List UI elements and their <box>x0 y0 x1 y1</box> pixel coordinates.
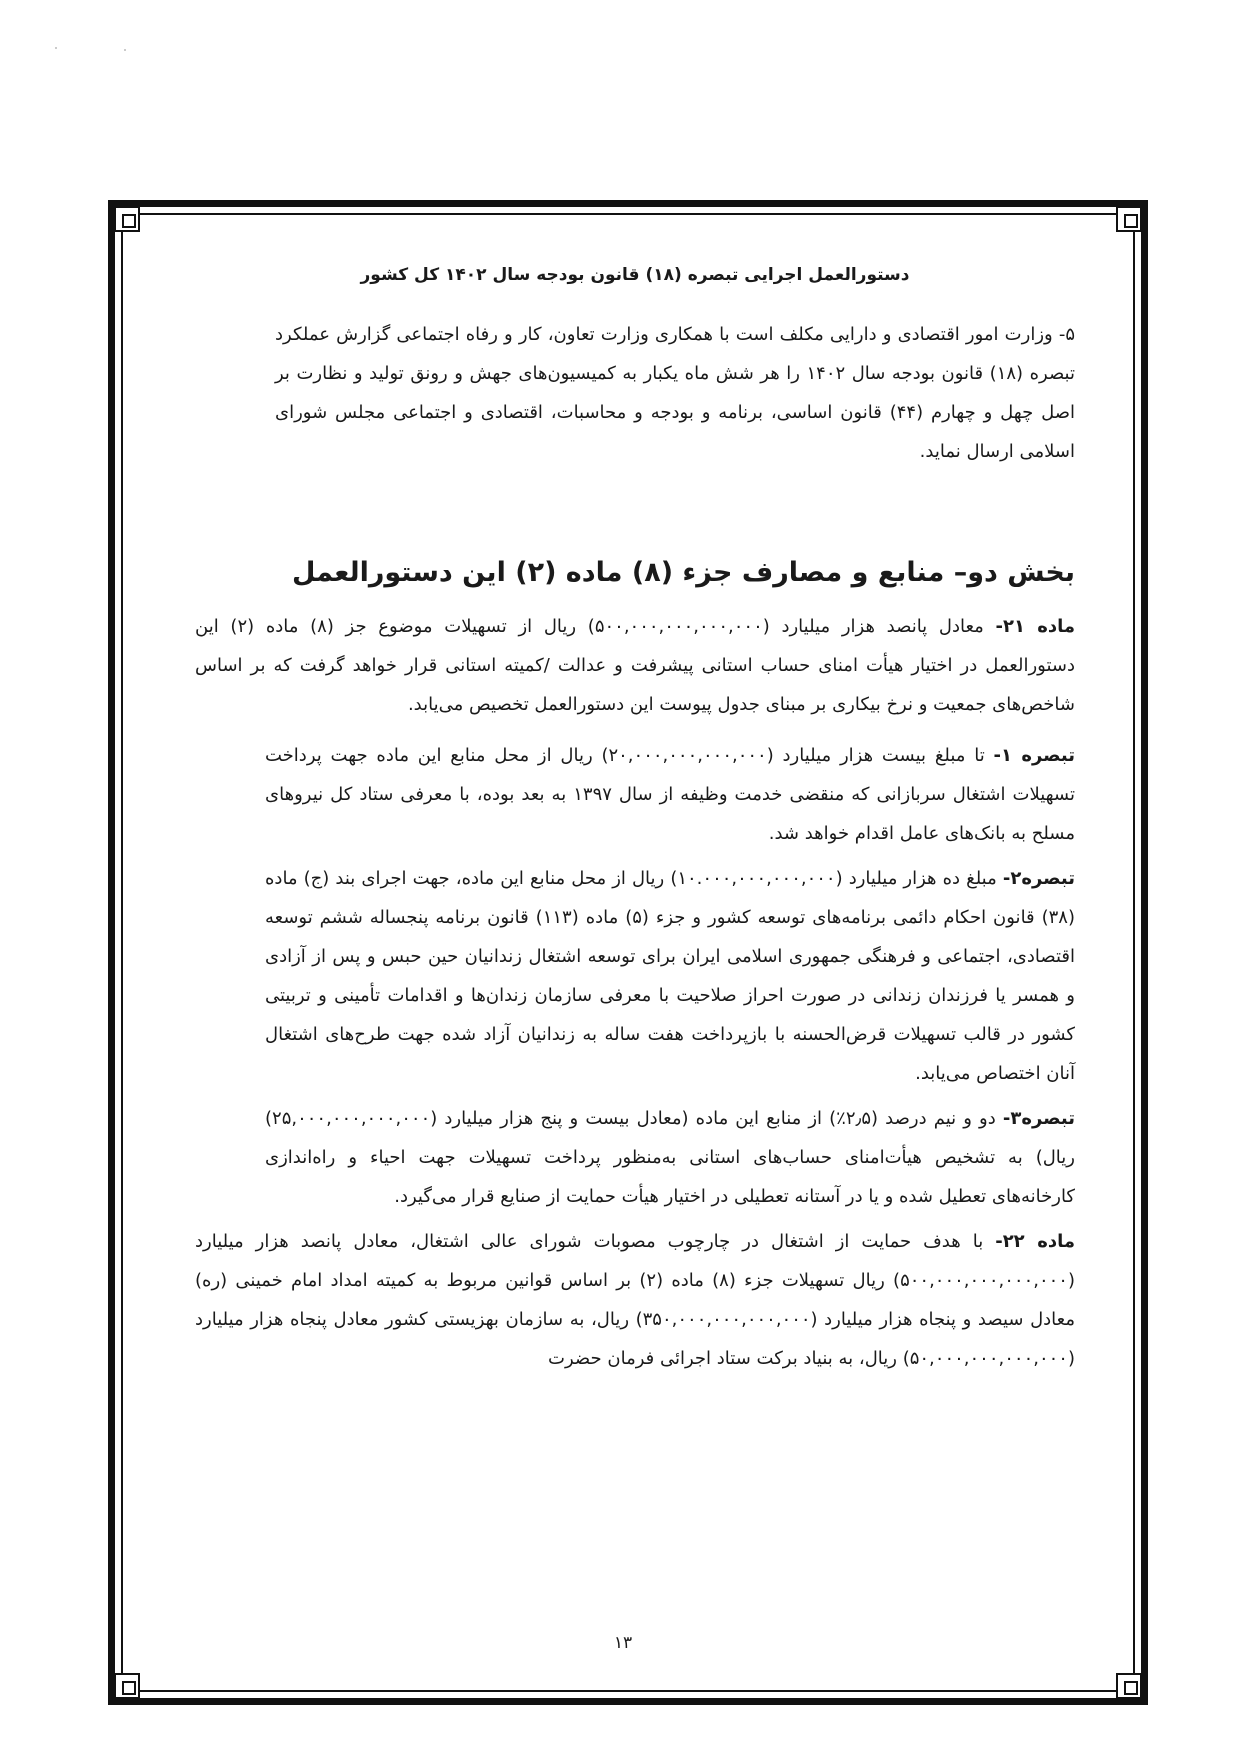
note-label: تبصره ۱- <box>993 745 1076 766</box>
border-corner-ornament <box>1116 1673 1142 1699</box>
article-label: ماده ۲۱- <box>995 616 1075 637</box>
section-title: بخش دو– منابع و مصارف جزء (۸) ماده (۲) این دستورالعمل <box>292 557 1075 588</box>
border-corner-ornament <box>114 206 140 232</box>
note-label: تبصره۳- <box>1002 1108 1075 1129</box>
article-label: ماده ۲۲- <box>995 1231 1075 1252</box>
note-2 <box>195 859 1075 1093</box>
note-text: دو و نیم درصد (۲٫۵٪) از منابع این ماده (معادل بیست و پنج هزار میلیارد (۲۵,۰۰۰,۰۰۰,۰۰۰,۰۰۰) ریال) به تشخیص هیأت‌امنای حساب‌های استانی به‌منظور پرداخت تسهیلات جهت احیاء و راه‌اندازی کارخانه‌های تعطیل شده و یا در آستانه تعطیلی در اختیار هیأت حمایت از صنایع قرار می‌گیرد. <box>265 1108 1075 1207</box>
article-22 <box>195 1222 1075 1378</box>
document-body <box>195 255 1075 1390</box>
note-label: تبصره۲- <box>1002 868 1075 889</box>
border-corner-ornament <box>114 1673 140 1699</box>
scan-speck <box>124 49 126 51</box>
note-text: تا مبلغ بیست هزار میلیارد (۲۰,۰۰۰,۰۰۰,۰۰۰,۰۰۰) ریال از محل منابع این ماده جهت پرداخت تسهیلات اشتغال سربازانی که منقضی خدمت وظیفه از سال ۱۳۹۷ به بعد بوده، با معرفی ستاد کل نیروهای مسلح به بانک‌های عامل اقدام خواهد شد. <box>265 745 1075 844</box>
list-item-5: ۵- وزارت امور اقتصادی و دارایی مکلف است با همکاری وزارت تعاون، کار و رفاه اجتماعی گزارش عملکرد تبصره (۱۸) قانون بودجه سال ۱۴۰۲ را هر شش ماه یکبار به کمیسیون‌های جهش و رونق تولید و نظارت بر اصل چهل و چهارم (۴۴) قانون اساسی، برنامه و بودجه و محاسبات، اقتصادی و اجتماعی مجلس شورای اسلامی ارسال نماید. <box>275 324 1075 462</box>
article-text: با هدف حمایت از اشتغال در چارچوب مصوبات شورای عالی اشتغال، معادل پانصد هزار میلیارد (۵۰۰,۰۰۰,۰۰۰,۰۰۰,۰۰۰) ریال تسهیلات جزء (۸) ماده (۲) بر اساس قوانین مربوط به کمیته امداد امام خمینی (ره) معادل سیصد و پنجاه هزار میلیارد (۳۵۰,۰۰۰,۰۰۰,۰۰۰,۰۰۰) ریال، به سازمان بهزیستی کشور معادل پنجاه هزار میلیارد (۵۰,۰۰۰,۰۰۰,۰۰۰,۰۰۰) ریال، به بنیاد برکت ستاد اجرائی فرمان حضرت <box>195 1231 1075 1369</box>
running-header: دستورالعمل اجرایی تبصره (۱۸) قانون بودجه سال ۱۴۰۲ کل کشور <box>360 265 910 285</box>
article-21 <box>195 607 1075 724</box>
border-corner-ornament <box>1116 206 1142 232</box>
note-3 <box>195 1099 1075 1216</box>
page-number: ۱۳ <box>613 1633 633 1653</box>
note-1 <box>195 736 1075 853</box>
article-text: معادل پانصد هزار میلیارد (۵۰۰,۰۰۰,۰۰۰,۰۰۰,۰۰۰) ریال از تسهیلات موضوع جز (۸) ماده (۲) این دستورالعمل در اختیار هیأت امنای حساب استانی پیشرفت و عدالت /کمیته استانی قرار خواهد گرفت که بر اساس شاخص‌های جمعیت و نرخ بیکاری بر مبنای جدول پیوست این دستورالعمل تخصیص می‌یابد. <box>195 616 1075 715</box>
note-text: مبلغ ده هزار میلیارد (۱۰.۰۰۰,۰۰۰,۰۰۰,۰۰۰) ریال از محل منابع این ماده، جهت اجرای بند (ج) ماده (۳۸) قانون احکام دائمی برنامه‌های توسعه کشور و جزء (۵) ماده (۱۱۳) قانون برنامه پنجساله ششم توسعه اقتصادی، اجتماعی و فرهنگی جمهوری اسلامی ایران برای توسعه اشتغال زندانیان حین حبس و پس از آزادی و همسر یا فرزندان زندانی در صورت احراز صلاحیت با معرفی سازمان زندان‌ها و اقدامات تأمینی و تربیتی کشور در قالب تسهیلات قرض‌الحسنه با بازپرداخت هفت ساله به زندانیان آزاد شده جهت طرح‌های اشتغال آنان اختصاص می‌یابد. <box>265 868 1076 1084</box>
scan-speck <box>55 47 57 49</box>
